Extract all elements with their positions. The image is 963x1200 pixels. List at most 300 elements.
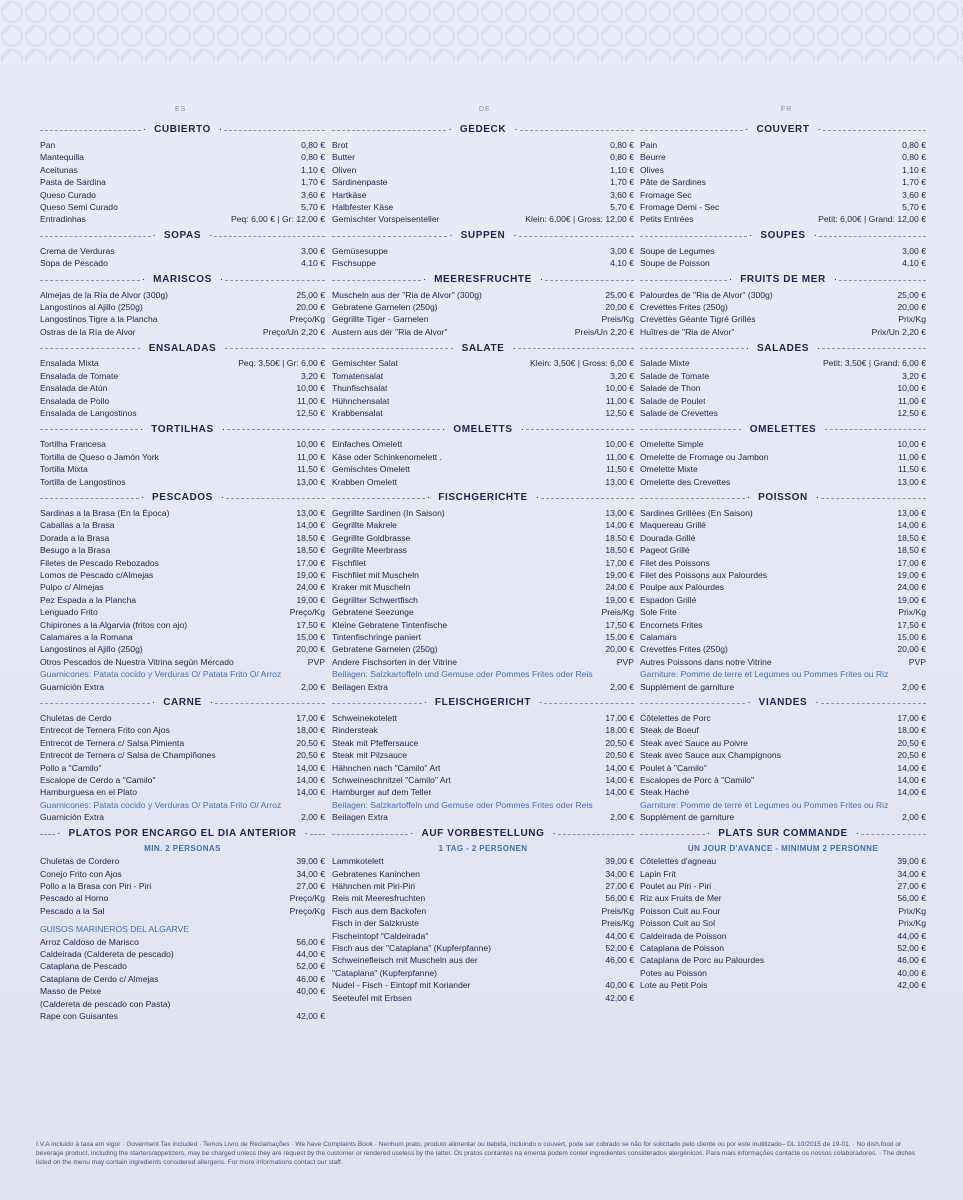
bullet-dot: · xyxy=(745,342,750,354)
item-name: Omelette des Crevettes xyxy=(640,476,731,487)
menu-item xyxy=(640,606,926,618)
item-price: 2,00 € xyxy=(610,812,634,823)
item-name: Sardinenpaste xyxy=(332,177,388,188)
item-name: Besugo a la Brasa xyxy=(40,545,111,556)
menu-item xyxy=(40,301,325,313)
item-price: 12,50 € xyxy=(897,407,926,418)
item-price: Prix/Kg xyxy=(898,905,926,916)
item-name: Gebratene Seezunge xyxy=(332,607,414,618)
item-name: Salade de Tomate xyxy=(640,370,710,381)
item-name: Butter xyxy=(332,152,355,163)
menu-item xyxy=(40,855,325,867)
menu-item xyxy=(640,868,926,880)
item-price: PVP xyxy=(616,656,634,667)
menu-item xyxy=(332,749,634,761)
item-name: Cataplana de Porc au Palourdes xyxy=(640,955,765,966)
menu-item xyxy=(40,151,325,163)
item-name: Ensalada de Langostinos xyxy=(40,407,137,418)
menu-item xyxy=(640,557,926,569)
item-price: 0,80 € xyxy=(902,140,926,150)
bullet-dot: · xyxy=(410,827,414,839)
menu-item xyxy=(40,880,325,892)
menu-item xyxy=(640,712,926,724)
menu-section-suppen xyxy=(332,230,634,270)
menu-item xyxy=(40,737,325,749)
item-name: Reis mit Meeresfruchten xyxy=(332,893,426,904)
menu-section-gedeck xyxy=(332,124,634,226)
item-name: Entrecot de Ternera c/ Salsa de Champiñones xyxy=(40,750,216,761)
item-price: 17,00 € xyxy=(296,713,325,724)
item-price: 20,50 € xyxy=(605,750,634,761)
item-price: 20,00 € xyxy=(296,302,325,313)
item-price: 3,60 € xyxy=(301,189,325,200)
side-dish-note: Guarnicones: Patata cocido y Verduras O/ Patata Frito O/ Arroz xyxy=(40,799,282,810)
item-name: Filet des Poissons aux Palourdes xyxy=(640,569,768,580)
item-name: Conejo Frito con Ajos xyxy=(40,868,122,879)
section-header xyxy=(332,124,634,137)
item-price: 12,50 € xyxy=(605,407,634,418)
item-price: 14,00 € xyxy=(897,520,926,531)
bullet-dot: · xyxy=(151,697,156,709)
item-price: 1,70 € xyxy=(902,177,926,188)
item-price: 18,50 € xyxy=(296,545,325,556)
bullet-dot: · xyxy=(304,827,308,839)
bullet-dot: · xyxy=(833,273,838,285)
section-header xyxy=(640,492,926,505)
menu-item xyxy=(640,762,926,774)
menu-item xyxy=(40,619,325,631)
menu-section-fruits xyxy=(640,274,926,339)
divider-line xyxy=(40,498,139,499)
item-name: Supplément de garniture xyxy=(640,681,735,692)
menu-item xyxy=(40,892,325,904)
item-name: Gegrillter Schwertfisch xyxy=(332,594,418,605)
item-price: 25,00 € xyxy=(605,289,634,300)
item-name: Tintenfischringe paniert xyxy=(332,632,422,642)
item-name: Omelette de Fromage ou Jambon xyxy=(640,451,769,462)
menu-section-omelettes xyxy=(640,423,926,488)
item-name: Ensalada de Tomate xyxy=(40,370,119,381)
menu-item xyxy=(40,395,325,407)
item-price: 12,50 € xyxy=(296,407,325,418)
menu-item xyxy=(332,139,634,151)
menu-item xyxy=(640,656,926,668)
item-price: PVP xyxy=(908,656,926,667)
menu-item xyxy=(40,786,325,798)
item-name: Thunfischsalat xyxy=(332,383,388,394)
item-name: Omelette Simple xyxy=(640,439,704,450)
menu-item xyxy=(40,245,325,257)
bullet-dot: · xyxy=(513,230,517,242)
menu-item xyxy=(332,619,634,631)
bullet-dot: · xyxy=(746,492,751,504)
menu-item xyxy=(40,451,325,463)
item-name: Einfaches Omelett xyxy=(332,439,403,450)
item-price: 18,50 € xyxy=(897,532,926,543)
item-name: Chuletas de Cerdo xyxy=(40,713,112,724)
section-header xyxy=(40,492,325,505)
item-price: 3,20 € xyxy=(301,370,325,381)
item-price: 46,00 € xyxy=(605,955,634,966)
item-price: 10,00 € xyxy=(897,383,926,394)
menu-item xyxy=(640,619,926,631)
item-name: Beurre xyxy=(640,152,666,163)
item-price: 17,00 € xyxy=(897,557,926,568)
item-name: Sopa de Pescado xyxy=(40,258,108,269)
menu-item xyxy=(332,395,634,407)
section-header xyxy=(332,828,634,841)
menu-item xyxy=(332,557,634,569)
menu-item xyxy=(332,942,634,954)
menu-item xyxy=(332,357,634,369)
menu-item xyxy=(640,463,926,475)
menu-section-tortilhas xyxy=(40,423,325,488)
item-price: 3,00 € xyxy=(610,245,634,256)
item-name: Fischfilet mit Muscheln xyxy=(332,569,419,580)
item-price: 20,50 € xyxy=(897,737,926,748)
lang-label-es: ES xyxy=(175,106,187,113)
item-name: Krabben Omelett xyxy=(332,476,397,487)
menu-item xyxy=(640,954,926,966)
menu-item xyxy=(332,382,634,394)
section-title: CUBIERTO xyxy=(154,124,211,136)
divider-line xyxy=(332,834,408,835)
bullet-dot: · xyxy=(423,697,427,709)
menu-item xyxy=(332,463,634,475)
item-name: Langostinos al Ajillo (250g) xyxy=(40,302,143,313)
item-price: 44,00 € xyxy=(897,930,926,941)
bullet-dot: · xyxy=(449,230,453,242)
item-price: 34,00 € xyxy=(605,868,634,879)
item-price: 56,00 € xyxy=(897,893,926,904)
section-header xyxy=(332,492,634,505)
item-name: Lomos de Pescado c/Almejas xyxy=(40,569,154,580)
item-price: 2,00 € xyxy=(610,681,634,692)
item-name: Caldeirada (Caldereta de pescado) xyxy=(40,948,174,959)
menu-item xyxy=(40,289,325,301)
item-name: Salade de Poulet xyxy=(640,395,706,406)
divider-line xyxy=(224,130,325,131)
section-header xyxy=(40,274,325,287)
spanish-column xyxy=(40,120,325,1024)
item-name: Filetes de Pescado Rebozados xyxy=(40,557,159,568)
bullet-dot: · xyxy=(749,230,753,242)
divider-line xyxy=(226,498,325,499)
divider-line xyxy=(839,280,926,281)
item-price: PVP xyxy=(307,656,325,667)
bullet-dot: · xyxy=(824,423,828,435)
item-price: 14,00 € xyxy=(897,762,926,773)
menu-item xyxy=(40,762,325,774)
bullet-dot: · xyxy=(512,342,516,354)
item-name: Mantequilla xyxy=(40,152,84,163)
item-price: 52,00 € xyxy=(296,961,325,972)
bullet-dot: · xyxy=(224,342,228,354)
item-name: Caldeirada de Poisson xyxy=(640,930,727,941)
menu-item xyxy=(40,476,325,488)
item-price: 24,00 € xyxy=(897,582,926,593)
menu-item xyxy=(640,289,926,301)
menu-item xyxy=(332,569,634,581)
bullet-dot: · xyxy=(152,230,156,242)
extra-side-item xyxy=(332,681,634,693)
item-name: Ensalada de Pollo xyxy=(40,395,110,406)
item-name: Gegrillte Makrele xyxy=(332,520,397,531)
divider-line xyxy=(214,236,325,237)
item-price: 3,00 € xyxy=(902,245,926,256)
menu-item xyxy=(40,519,325,531)
bullet-dot: · xyxy=(535,492,540,504)
item-price: 19,00 € xyxy=(605,594,634,605)
item-name: Guarnición Extra xyxy=(40,681,105,692)
menu-item xyxy=(332,544,634,556)
bullet-dot: · xyxy=(139,423,144,435)
menu-item xyxy=(640,967,926,979)
menu-item xyxy=(40,936,325,948)
bullet-dot: · xyxy=(817,124,821,136)
item-name: Rape con Guisantes xyxy=(40,1010,118,1021)
item-price: 13,00 € xyxy=(296,507,325,518)
menu-item xyxy=(640,544,926,556)
item-price: 17,00 € xyxy=(605,557,634,568)
item-name: Poulet à "Camilo" xyxy=(640,762,707,773)
menu-item xyxy=(332,289,634,301)
menu-section-salate xyxy=(332,342,634,419)
item-name: (Caldereta de pescado con Pasta) xyxy=(40,998,171,1009)
divider-line xyxy=(40,280,140,281)
divider-line xyxy=(332,498,425,499)
divider-line xyxy=(332,130,446,131)
item-name: Salade de Crevettes xyxy=(640,407,718,418)
item-price: 46,00 € xyxy=(296,973,325,984)
menu-item xyxy=(640,724,926,736)
item-price: 19,00 € xyxy=(897,594,926,605)
item-name: Andere Fischsorten in der Vitrine xyxy=(332,656,457,667)
item-name: Gemischter Salat xyxy=(332,358,398,369)
menu-item xyxy=(640,905,926,917)
item-name: Crevettes Frites (250g) xyxy=(640,302,728,313)
item-name: Gebratenes Kaninchen xyxy=(332,868,420,879)
item-name: Fischfilet xyxy=(332,557,366,568)
item-price: 14,00 € xyxy=(605,762,634,773)
item-name: Calamares a la Romana xyxy=(40,632,133,642)
menu-section-meeres xyxy=(332,274,634,339)
item-name: Escalopes de Porc à "Camilo" xyxy=(640,775,755,786)
bullet-dot: · xyxy=(539,273,544,285)
item-name: Ostras de la Ría de Alvor xyxy=(40,326,136,337)
item-name: Gemischter Vorspeisenteller xyxy=(332,214,440,225)
item-name: Tortilha Francesa xyxy=(40,439,106,450)
menu-item xyxy=(40,176,325,188)
item-price: 39,00 € xyxy=(296,856,325,867)
item-price: 1,10 € xyxy=(610,164,634,175)
bullet-dot: · xyxy=(552,827,556,839)
menu-item xyxy=(332,245,634,257)
menu-item xyxy=(40,606,325,618)
item-name: Cataplana de Pescado xyxy=(40,961,127,972)
item-price: 14,00 € xyxy=(897,775,926,786)
divider-line xyxy=(819,236,926,237)
item-price: 11,00 € xyxy=(897,451,926,462)
item-price: 40,00 € xyxy=(897,967,926,978)
item-price: 34,00 € xyxy=(897,868,926,879)
section-title: SOUPES xyxy=(760,230,806,242)
menu-item xyxy=(332,257,634,269)
menu-section-commande xyxy=(640,828,926,992)
item-price: 44,00 € xyxy=(605,930,634,941)
menu-item xyxy=(640,313,926,325)
item-price: 4,10 € xyxy=(902,258,926,269)
menu-item xyxy=(640,532,926,544)
item-price: 20,50 € xyxy=(296,750,325,761)
menu-section-viandes xyxy=(640,697,926,824)
item-price: 3,20 € xyxy=(902,370,926,381)
menu-item xyxy=(332,712,634,724)
item-name: Schweinefleisch mit Muscheln aus der xyxy=(332,955,478,966)
item-price: 20,00 € xyxy=(605,302,634,313)
menu-item xyxy=(640,245,926,257)
item-price: 13,00 € xyxy=(897,476,926,487)
item-price: Klein: 6,00€ | Gross: 12,00 € xyxy=(525,214,634,225)
menu-item xyxy=(332,164,634,176)
item-name: Hähnchen nach "Camilo" Art xyxy=(332,762,441,773)
section-title: COUVERT xyxy=(756,124,810,136)
menu-item xyxy=(40,960,325,972)
menu-item xyxy=(332,737,634,749)
section-header xyxy=(332,342,634,355)
item-price: 10,00 € xyxy=(296,439,325,450)
divider-line xyxy=(519,236,634,237)
item-name: Pescado a la Sal xyxy=(40,905,105,916)
french-column xyxy=(640,120,926,994)
divider-line xyxy=(310,834,325,835)
bullet-dot: · xyxy=(706,827,711,839)
item-price: Petit: 6,00€ | Grand: 12,00 € xyxy=(818,214,926,225)
item-price: 11,00 € xyxy=(897,395,926,406)
divider-line xyxy=(544,703,634,704)
menu-section-fisch xyxy=(332,492,634,693)
item-name: Rindersteak xyxy=(332,725,378,736)
item-name: Pollo a "Camilo" xyxy=(40,762,102,773)
item-price: 18,00 € xyxy=(897,725,926,736)
divider-line xyxy=(40,236,151,237)
bullet-dot: · xyxy=(57,827,61,839)
divider-line xyxy=(640,130,743,131)
item-price: 27,00 € xyxy=(605,880,634,891)
menu-item xyxy=(640,594,926,606)
item-price: 13,00 € xyxy=(605,507,634,518)
menu-item xyxy=(40,370,325,382)
item-name: Pâte de Sardines xyxy=(640,177,706,188)
item-price: 18,50 € xyxy=(605,532,634,543)
menu-item xyxy=(332,656,634,668)
item-price: 52,00 € xyxy=(897,942,926,953)
item-name: Espadon Grillé xyxy=(640,594,697,605)
item-price: Preis/Un 2,20 € xyxy=(574,326,634,337)
item-price: 18,00 € xyxy=(296,725,325,736)
legal-footer: I.V.A incluido à taxa em vigor · Goverment Tax included · Temos Livro de Reclamações · We have Complaints Book · Nenhum prato, produto alimentar ou bebida, incluindo o couvert, pode ser cobrado se não for solicitado pelo cliente ou por este inutilizado– DL 10/2015 de 19-01. · No dish,food or beverage product, including the starters/appetizers, may be charged unless they are request by the customer or rendered useless by the latter. Os pratos contantes na ementa podem conter ingredientes considerados alergénicos. Para mais informações contacte os nossos colaboradores. · The dishes listed on the menu may contain ingredients considered allergens. For more informations contact our staff. xyxy=(36,1141,916,1166)
item-name: Pulpo c/ Almejas xyxy=(40,582,104,593)
item-price: Prix/Kg xyxy=(898,607,926,618)
item-name: Ensalada de Atún xyxy=(40,383,108,394)
item-name: Tortilla Mixta xyxy=(40,464,88,475)
item-name: Krabbensalat xyxy=(332,407,383,418)
extra-side-item xyxy=(40,681,325,693)
item-name: Steak avec Sauce aux Champignons xyxy=(640,750,781,761)
item-price: 0,80 € xyxy=(610,140,634,150)
item-price: 0,80 € xyxy=(301,152,325,163)
menu-item xyxy=(640,786,926,798)
item-name: Queso Semi Curado xyxy=(40,202,118,213)
section-header xyxy=(332,423,634,436)
section-title: GEDECK xyxy=(459,124,507,136)
menu-item xyxy=(40,973,325,985)
item-name: Pez Espada a la Plancha xyxy=(40,594,137,605)
item-name: Pasta de Sardina xyxy=(40,177,106,188)
item-price: 13,00 € xyxy=(296,476,325,487)
bullet-dot: · xyxy=(422,273,427,285)
bullet-dot: · xyxy=(747,697,751,709)
menu-item xyxy=(332,176,634,188)
menu-item xyxy=(332,868,634,880)
item-price: 3,20 € xyxy=(610,370,634,381)
item-name: Salade de Thon xyxy=(640,383,701,394)
menu-item xyxy=(40,438,325,450)
section-title: SOPAS xyxy=(163,230,202,242)
menu-item xyxy=(40,948,325,960)
item-price: 17,00 € xyxy=(296,557,325,568)
menu-item xyxy=(640,301,926,313)
side-dish-note: Guarnicones: Patata cocido y Verduras O/ Patata Frito O/ Arroz xyxy=(40,669,282,680)
bullet-dot: · xyxy=(220,492,225,504)
menu-item xyxy=(332,855,634,867)
divider-line xyxy=(40,703,150,704)
bullet-dot: · xyxy=(142,124,147,136)
section-header xyxy=(40,230,325,243)
item-name: Maquereau Grillé xyxy=(640,520,706,531)
menu-item xyxy=(640,451,926,463)
item-name: Soupe de Legumes xyxy=(640,245,715,256)
divider-line xyxy=(332,429,440,430)
bullet-dot: · xyxy=(219,273,224,285)
item-name: Oliven xyxy=(332,164,357,175)
item-name: Lote au Petit Pois xyxy=(640,980,708,991)
item-price: 20,50 € xyxy=(605,737,634,748)
item-price: 19,00 € xyxy=(897,569,926,580)
bullet-dot: · xyxy=(448,124,452,136)
item-price: 14,00 € xyxy=(296,775,325,786)
section-title: AUF VORBESTELLUNG xyxy=(421,827,545,839)
menu-section-pescados xyxy=(40,492,325,693)
menu-item xyxy=(332,930,634,942)
menu-item xyxy=(332,967,634,979)
divider-line xyxy=(215,703,325,704)
item-price: 10,00 € xyxy=(605,439,634,450)
menu-item xyxy=(640,151,926,163)
item-price: 20,50 € xyxy=(897,750,926,761)
menu-item xyxy=(640,774,926,786)
item-price: 1,10 € xyxy=(301,164,325,175)
divider-line xyxy=(545,280,634,281)
item-name: Kleine Gebratene Tintenfische xyxy=(332,619,448,630)
divider-line xyxy=(640,498,745,499)
menu-item xyxy=(332,201,634,213)
item-price: 14,00 € xyxy=(296,762,325,773)
item-name: Chuletas de Cordero xyxy=(40,856,120,867)
bullet-dot: · xyxy=(813,230,817,242)
item-price: 14,00 € xyxy=(897,787,926,798)
section-header xyxy=(332,230,634,243)
